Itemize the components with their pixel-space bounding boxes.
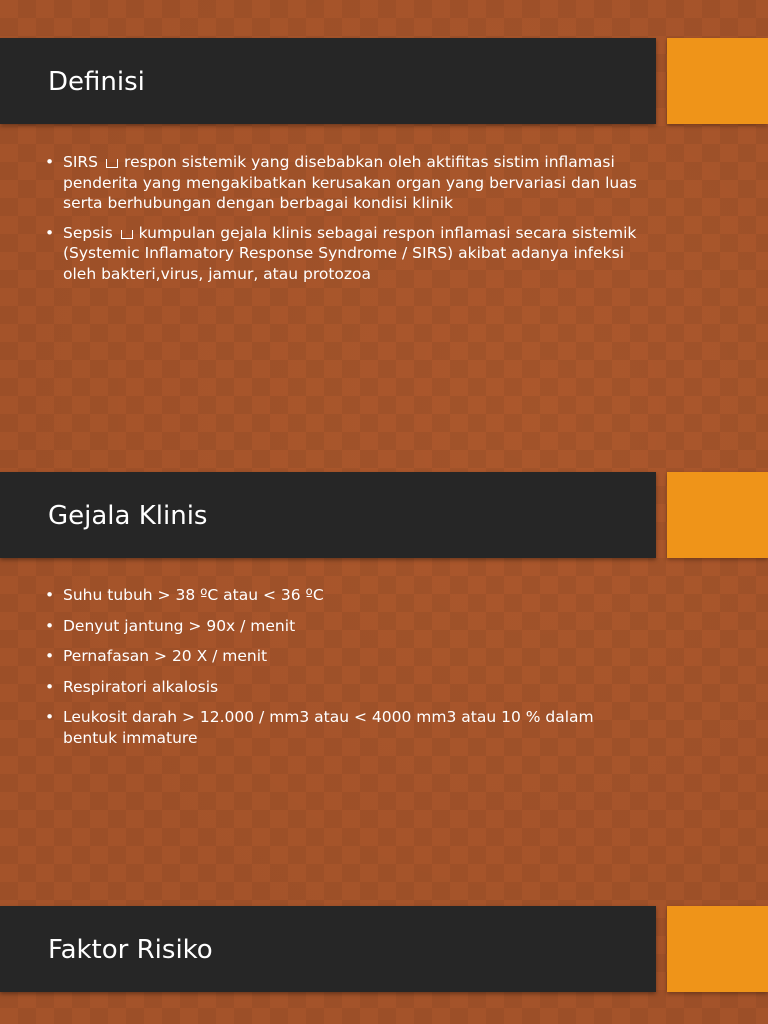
- bullet-item: [45, 677, 645, 698]
- bullet-item: [45, 616, 645, 637]
- accent-block: [667, 906, 768, 992]
- slide-title: Definisi: [48, 67, 145, 97]
- bullet-text: Pernafasan > 20 X / menit: [63, 647, 268, 665]
- bullet-item: [45, 152, 645, 214]
- accent-block: [667, 472, 768, 558]
- missing-symbol-icon: [106, 159, 118, 168]
- bullet-glyph: •: [45, 153, 55, 171]
- bullet-item: [45, 585, 645, 606]
- accent-block: [667, 38, 768, 124]
- bullet-text: Leukosit darah > 12.000 / mm3 atau < 4000 mm3 atau 10 % dalam bentuk immature: [63, 708, 594, 747]
- title-bar: [0, 38, 656, 124]
- bullet-glyph: •: [45, 708, 55, 726]
- bullet-text: Denyut jantung > 90x / menit: [63, 616, 296, 635]
- bullet-text: respon sistemik yang disebabkan oleh aktifitas sistim inflamasi penderita yang mengakibatkan kerusakan organ yang bervariasi dan luas serta berhubungan dengan berbagai kondisi klinik: [63, 153, 637, 212]
- bullet-term: SIRS: [63, 153, 99, 171]
- title-bar: [0, 472, 656, 558]
- bullet-text: Suhu tubuh > 38 ºC atau < 36 ºC: [63, 586, 324, 604]
- title-bar: [0, 906, 656, 992]
- missing-symbol-icon: [121, 230, 133, 239]
- bullet-text: kumpulan gejala klinis sebagai respon inflamasi secara sistemik (Systemic Inflamatory Response Syndrome / SIRS) akibat adanya infeksi oleh bakteri,virus, jamur, atau protozoa: [63, 223, 637, 283]
- bullet-item: [45, 707, 645, 748]
- bullet-list: [45, 152, 645, 293]
- bullet-glyph: •: [45, 677, 55, 696]
- bullet-glyph: •: [45, 647, 55, 665]
- bullet-text: Respiratori alkalosis: [63, 677, 219, 696]
- bullet-glyph: •: [45, 223, 55, 242]
- bullet-glyph: •: [45, 586, 55, 604]
- slide-title: Faktor Risiko: [48, 935, 213, 965]
- bullet-term: Sepsis: [63, 223, 113, 242]
- bullet-item: [45, 223, 645, 285]
- slide-faktor-risiko: [0, 868, 768, 1024]
- slide-definisi: [0, 0, 768, 432]
- bullet-glyph: •: [45, 616, 55, 635]
- slide-title: Gejala Klinis: [48, 501, 208, 531]
- bullet-item: [45, 646, 645, 667]
- slide-gejala-klinis: [0, 434, 768, 866]
- bullet-list: [45, 585, 645, 758]
